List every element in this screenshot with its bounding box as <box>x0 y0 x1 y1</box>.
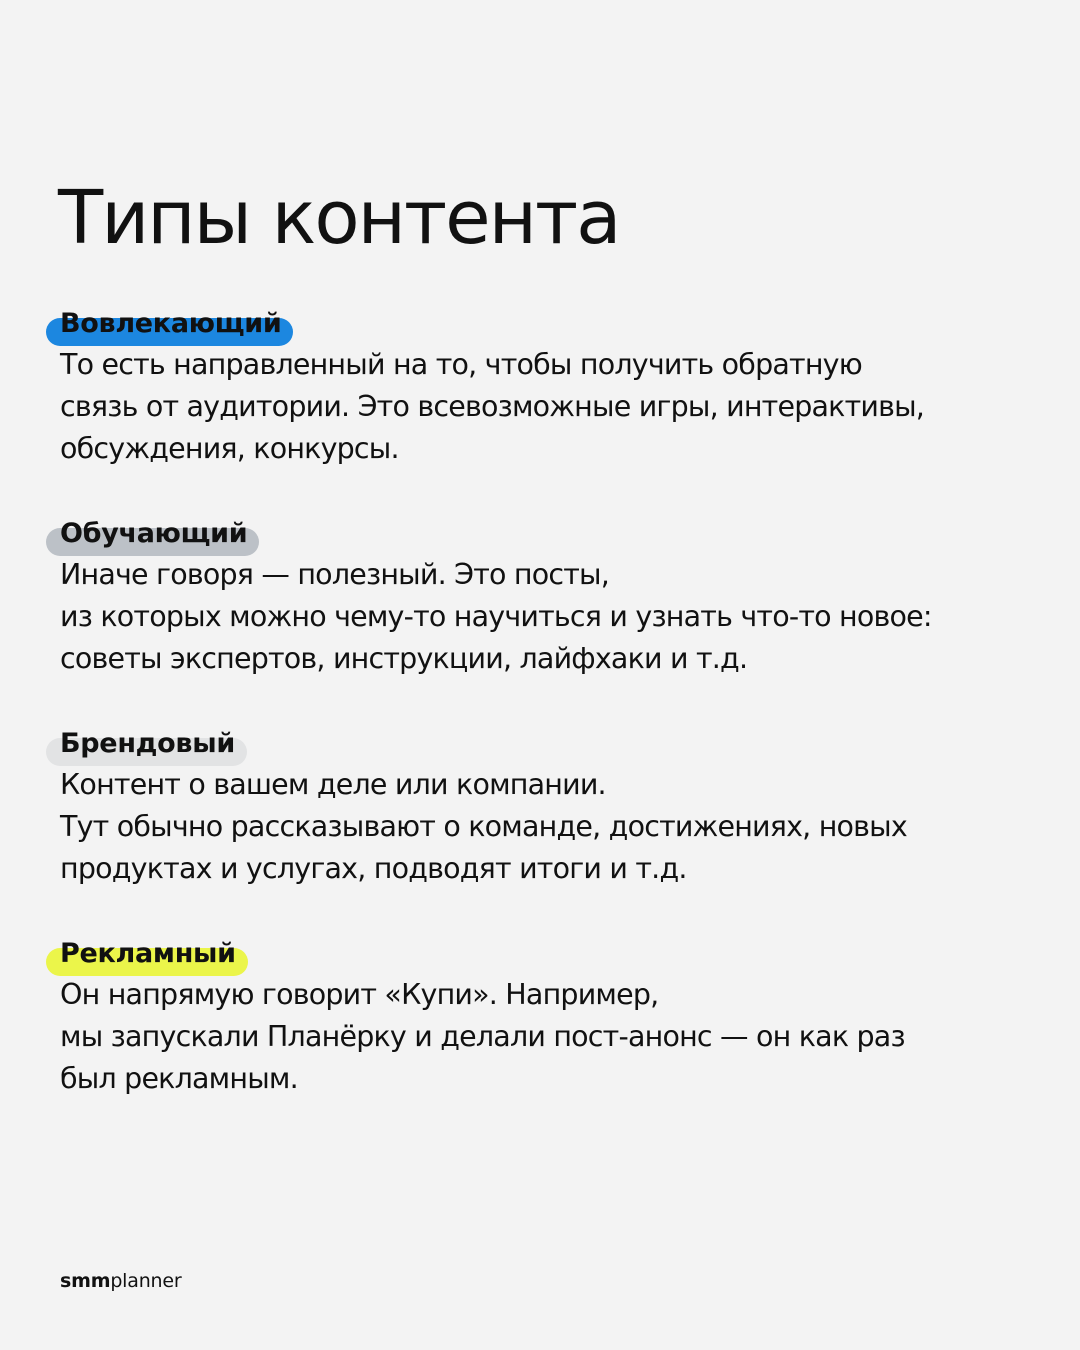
section-label: Обучающий <box>60 518 248 549</box>
section-label: Вовлекающий <box>60 308 282 339</box>
brand-logo-part-bold: smm <box>60 1270 111 1292</box>
section-text-line: связь от аудитории. Это всевозможные игры, интерактивы, <box>60 390 925 423</box>
section-text-line: Иначе говоря — полезный. Это посты, <box>60 558 610 591</box>
brand-logo <box>60 1270 181 1292</box>
section-brand <box>60 724 1050 890</box>
section-text-line: Контент о вашем деле или компании. <box>60 768 606 801</box>
brand-logo-part-regular: planner <box>110 1270 182 1292</box>
section-label-wrap <box>60 304 281 344</box>
section-label-wrap <box>60 514 247 554</box>
section-text-line: был рекламным. <box>60 1062 298 1095</box>
section-text-line: Тут обычно рассказывают о команде, достижениях, новых <box>60 810 907 843</box>
section-engaging <box>60 304 1050 470</box>
section-label: Брендовый <box>60 728 235 759</box>
section-text-line: из которых можно чему-то научиться и узнать что-то новое: <box>60 600 932 633</box>
section-text-line: Он напрямую говорит «Купи». Например, <box>60 978 659 1011</box>
section-text-line: продуктах и услугах, подводят итоги и т.д. <box>60 852 687 885</box>
section-text-line: обсуждения, конкурсы. <box>60 432 399 465</box>
section-text-line: То есть направленный на то, чтобы получить обратную <box>60 348 862 381</box>
section-label-wrap <box>60 934 236 974</box>
page-title: Типы контента <box>58 175 620 261</box>
section-text-line: мы запускали Планёрку и делали пост-анонс — он как раз <box>60 1020 905 1053</box>
section-label: Рекламный <box>60 938 236 969</box>
section-text-line: советы экспертов, инструкции, лайфхаки и т.д. <box>60 642 748 675</box>
section-advertising <box>60 934 1050 1100</box>
section-label-wrap <box>60 724 235 764</box>
section-educational <box>60 514 1050 680</box>
